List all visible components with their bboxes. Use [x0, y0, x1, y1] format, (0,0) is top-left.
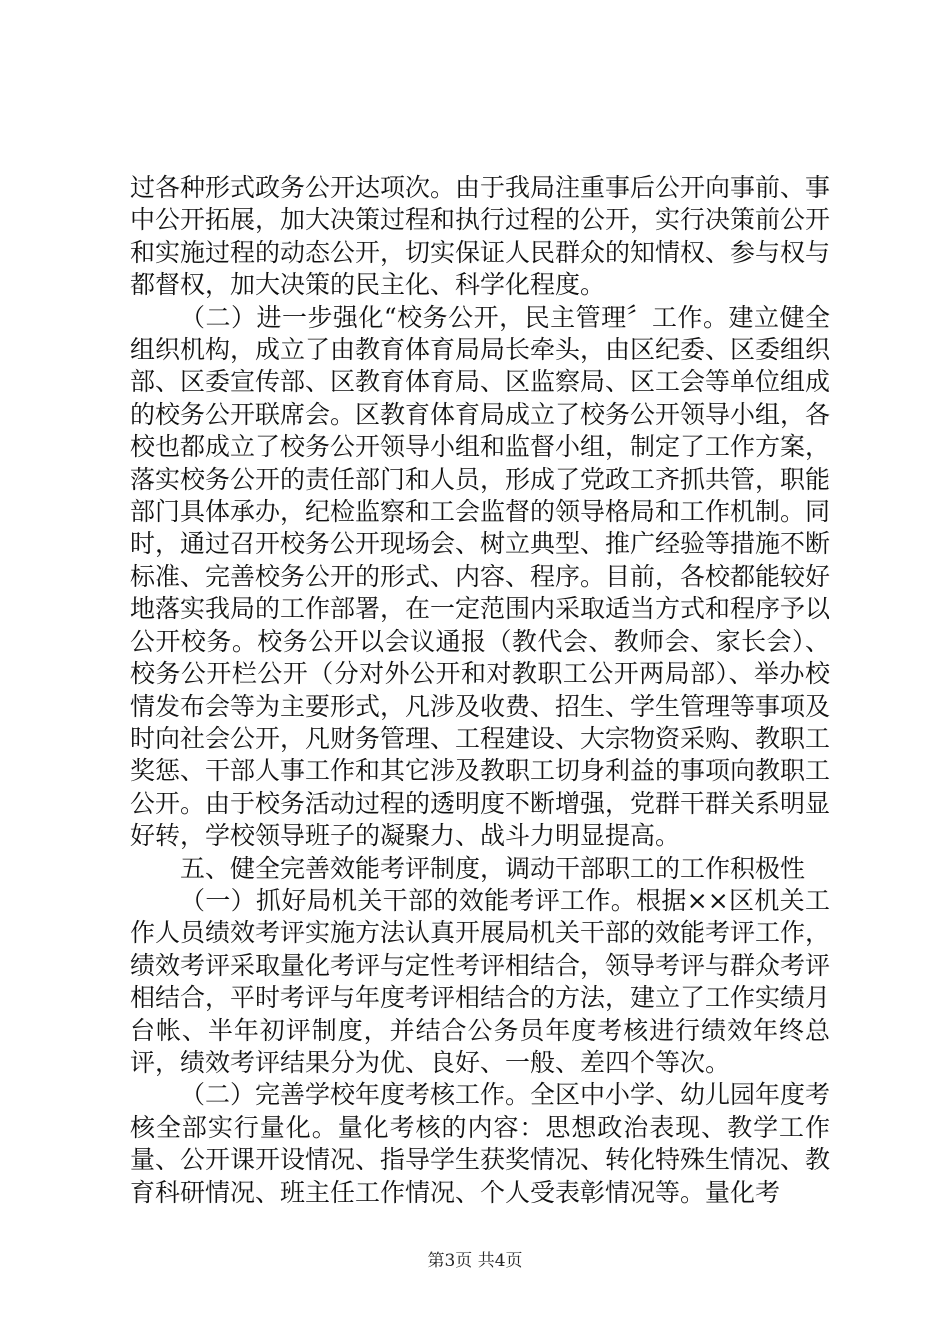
section-heading-five: 五、健全完善效能考评制度，调动干部职工的工作积极性 — [180, 853, 806, 883]
paragraph-continuation: 过各种形式政务公开达项次。由于我局注重事后公开向事前、事中公开拓展，加大决策过程和执行过程的公开，实行决策前公开和实施过程的动态公开，切实保证人民群众的知情权、参与权与都督权，加大决策的民主化、科学化程度。 — [130, 173, 831, 300]
document-body — [130, 172, 830, 1209]
paragraph-school-affairs: （二）进一步强化“校务公开，民主管理〞工作。建立健全组织机构，成立了由教育体育局局长牵头，由区纪委、区委组织部、区委宣传部、区教育体育局、区监察局、区工会等单位组成的校务公开联席会。区教育体育局成立了校务公开领导小组，各校也都成立了校务公开领导小组和监督小组，制定了工作方案，落实校务公开的责任部门和人员，形成了党政工齐抓共管，职能部门具体承办，纪检监察和工会监督的领导格局和工作机制。同时，通过召开校务公开现场会、树立典型、推广经验等措施不断标准、完善校务公开的形式、内容、程序。目前，各校都能较好地落实我局的工作部署，在一定范围内采取适当方式和程序予以公开校务。校务公开以会议通报（教代会、教师会、家长会）、校务公开栏公开（分对外公开和对教职工公开两局部）、举办校情发布会等为主要形式，凡涉及收费、招生、学生管理等事项及时向社会公开，凡财务管理、工程建设、大宗物资采购、教职工奖惩、干部人事工作和其它涉及教职工切身利益的事项向教职工公开。由于校务活动过程的透明度不断增强，党群干群关系明显好转，学校领导班子的凝聚力、战斗力明显提高。 — [130, 302, 831, 851]
paragraph-efficiency-evaluation: （一）抓好局机关干部的效能考评工作。根据××区机关工作人员绩效考评实施方法认真开展局机关干部的效能考评工作，绩效考评采取量化考评与定性考评相结合，领导考评与群众考评相结合，平时考评与年度考评相结合的方法，建立了工作实绩月台帐、半年初评制度，并结合公务员年度考核进行绩效年终总评，绩效考评结果分为优、良好、一般、差四个等次。 — [130, 885, 831, 1077]
page-footer: 第3页 共4页 — [427, 1251, 523, 1271]
paragraph-school-annual-assessment: （二）完善学校年度考核工作。全区中小学、幼儿园年度考核全部实行量化。量化考核的内容：思想政治表现、教学工作量、公开课开设情况、指导学生获奖情况、转化特殊生情况、教育科研情况、班主任工作情况、个人受表彰情况等。量化考 — [130, 1080, 831, 1207]
